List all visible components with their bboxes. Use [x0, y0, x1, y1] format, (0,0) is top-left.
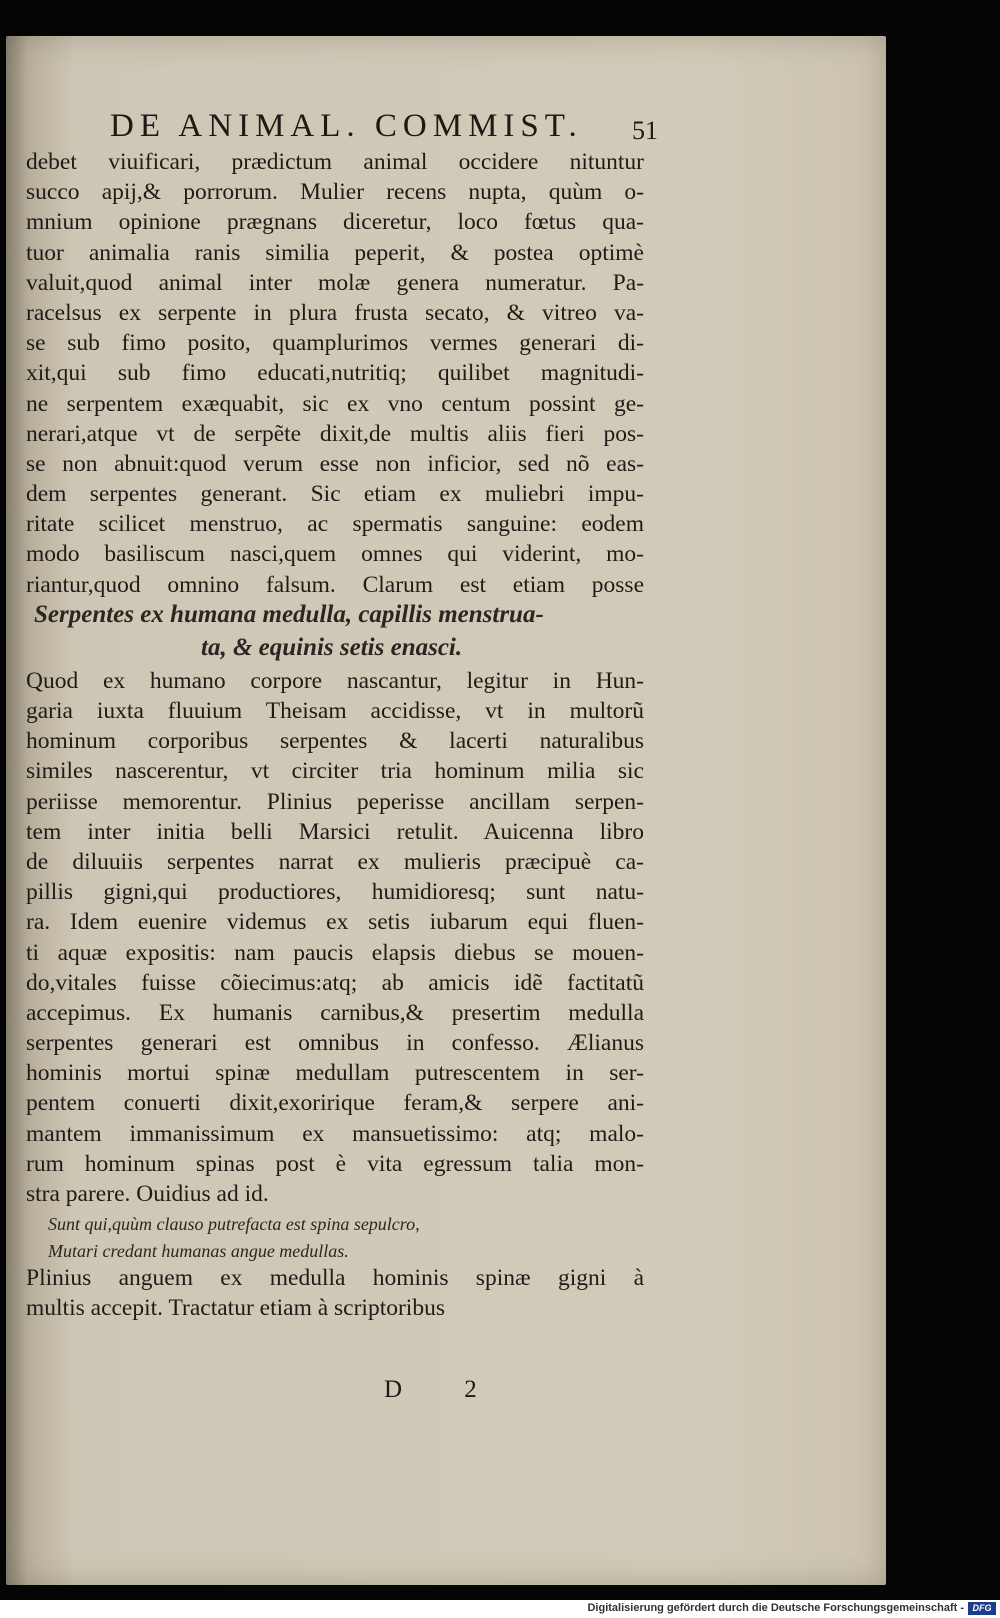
running-head: DE ANIMAL. COMMIST. — [110, 108, 583, 144]
text-line: periisse memorentur. Plinius peperisse ancillam serpen- — [26, 788, 644, 815]
text-line: hominum corporibus serpentes & lacerti naturalibus — [26, 728, 644, 755]
text-line: tuor animalia ranis similia peperit, & postea optimè — [26, 239, 644, 266]
text-line: riantur,quod omnino falsum. Clarum est etiam posse — [26, 571, 644, 598]
text-line: Quod ex humano corpore nascantur, legitur in Hun- — [26, 667, 644, 694]
text-line: accepimus. Ex humanis carnibus,& presertim medulla — [26, 999, 644, 1026]
text-line: mantem immanissimum ex mansuetissimo: atq; malo- — [26, 1120, 644, 1147]
text-line: modo basiliscum nasci,quem omnes qui viderint, mo- — [26, 541, 644, 568]
text-line: se non abnuit:quod verum esse non inficior, sed nõ eas- — [26, 450, 644, 477]
text-line: ritate scilicet menstruo, ac spermatis sanguine: eodem — [26, 511, 644, 538]
text-line: pentem conuerti dixit,exoririque feram,& serpere ani- — [26, 1090, 644, 1117]
text-line: do,vitales fuisse cõiecimus:atq; ab amicis idẽ factitatũ — [26, 969, 644, 996]
text-line: garia iuxta fluuium Theisam accidisse, vt in multorũ — [26, 698, 644, 724]
text-line: tem inter initia belli Marsici retulit. Auicenna libro — [26, 818, 644, 845]
footer-bar — [0, 1600, 1000, 1618]
text-line: stra parere. Ouidius ad id. — [26, 1181, 269, 1207]
text-line: ra. Idem euenire videmus ex setis iubarum equi fluen- — [26, 909, 644, 936]
text-line: dem serpentes generant. Sic etiam ex muliebri impu- — [26, 481, 644, 508]
text-line: Plinius anguem ex medulla hominis spinæ gigni à — [26, 1265, 644, 1292]
verse-line-1: Sunt qui,quùm clauso putrefacta est spina sepulcro, — [48, 1214, 420, 1235]
text-line: rum hominum spinas post è vita egressum talia mon- — [26, 1150, 644, 1177]
text-line: ti aquæ expositis: nam paucis elapsis diebus se mouen- — [26, 939, 644, 966]
text-line: hominis mortui spinæ medullam putrescentem in ser- — [26, 1060, 644, 1087]
section-heading-line-1: Serpentes ex humana medulla, capillis menstrua- — [34, 600, 544, 628]
text-line: de diluuiis serpentes narrat ex mulieris præcipuè ca- — [26, 848, 644, 875]
page-number: 51 — [632, 116, 658, 145]
text-line: racelsus ex serpente in plura frusta secato, & vitreo va- — [26, 299, 644, 326]
page-body — [26, 147, 644, 1324]
text-line: xit,qui sub fimo educati,nutritiq; quilibet magnitudi- — [26, 360, 644, 387]
verse-line-2: Mutari credant humanas angue medullas. — [48, 1241, 349, 1262]
text-line: multis accepit. Tractatur etiam à scriptoribus — [26, 1295, 445, 1322]
signature-mark: D 2 — [384, 1376, 505, 1403]
text-line: similes nascerentur, vt circiter tria hominum milia sic — [26, 758, 644, 785]
text-line: nerari,atque vt de serpẽte dixit,de multis aliis fieri pos- — [26, 420, 644, 447]
text-line: pillis gigni,qui productiores, humidioresq; sunt natu- — [26, 879, 644, 906]
text-line: serpentes generari est omnibus in confesso. Ælianus — [26, 1030, 644, 1057]
text-line: ne serpentem exæquabit, sic ex vno centum possint ge- — [26, 390, 644, 417]
funding-notice: Digitalisierung gefördert durch die Deutsche Forschungsgemeinschaft - — [587, 1602, 964, 1614]
text-line: debet viuificari, prædictum animal occidere nituntur — [26, 149, 644, 175]
text-line: mnium opinione prægnans diceretur, loco fœtus qua- — [26, 209, 644, 236]
dfg-logo: DFG — [968, 1602, 996, 1615]
text-line: succo apij,& porrorum. Mulier recens nupta, quùm o- — [26, 179, 644, 206]
text-line: valuit,quod animal inter molæ genera numeratur. Pa- — [26, 269, 644, 296]
section-heading-line-2: ta, & equinis setis enasci. — [201, 633, 463, 661]
text-line: se sub fimo posito, quamplurimos vermes generari di- — [26, 330, 644, 357]
